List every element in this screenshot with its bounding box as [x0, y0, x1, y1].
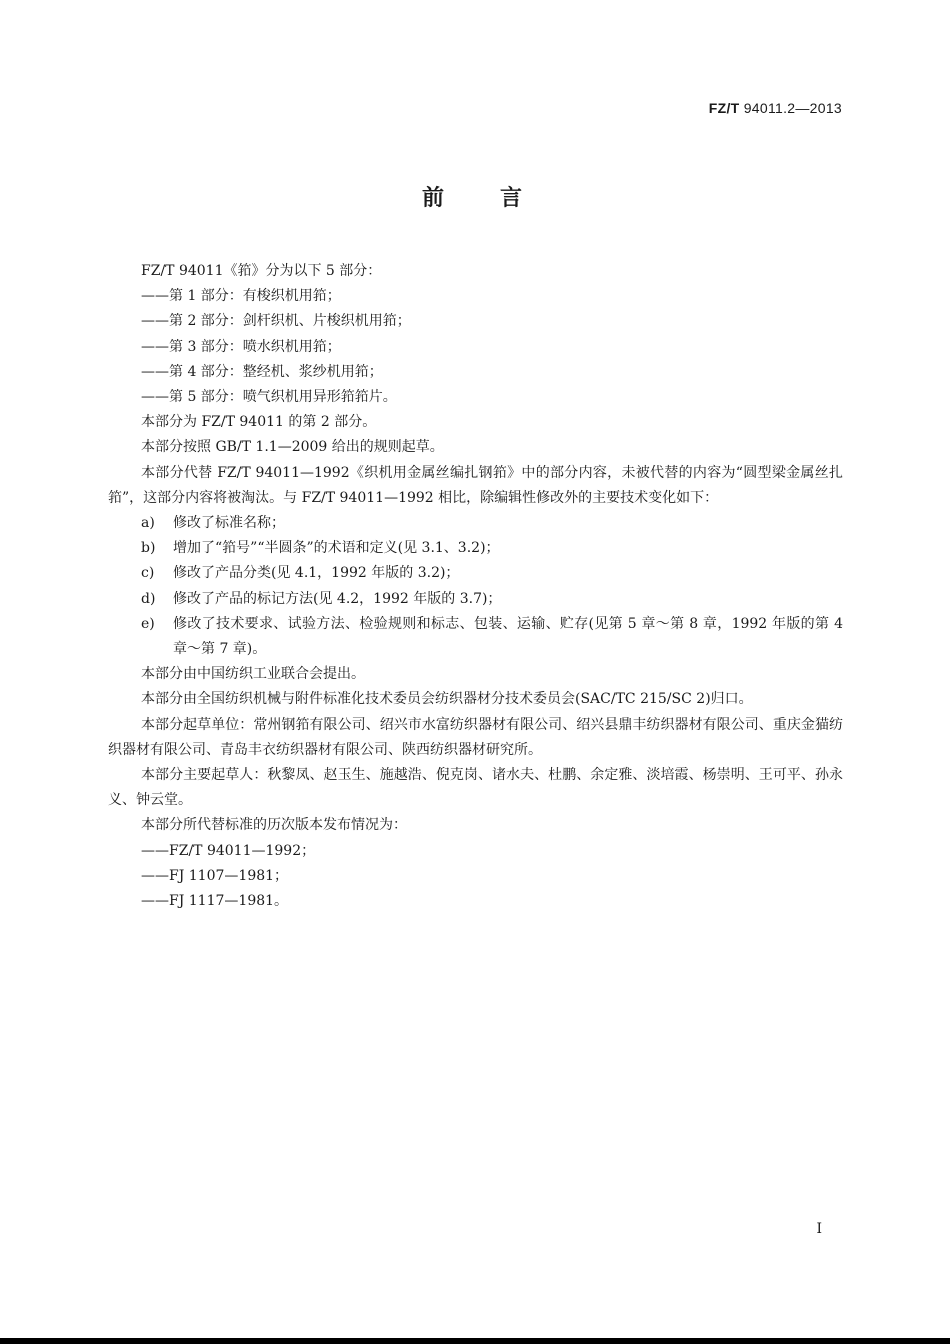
paragraph-drafting-rules: 本部分按照 GB/T 1.1—2009 给出的规则起草。	[141, 439, 444, 456]
paragraph-history-intro: 本部分所代替标准的历次版本发布情况为：	[141, 817, 407, 834]
page-number: I	[816, 1221, 822, 1237]
change-item-text: 修改了技术要求、试验方法、检验规则和标志、包装、运输、贮存(见第 5 章～第 8 章，1992 年版的第 4 章～第 7 章)。	[173, 615, 843, 658]
part-list-item: ——第 4 部分：整经机、浆纱机用筘；	[141, 363, 383, 380]
change-item-label: e)	[141, 615, 155, 632]
change-item-text: 修改了标准名称；	[173, 515, 285, 532]
standard-code: 94011.2—2013	[743, 100, 842, 116]
page-title: 前言	[421, 186, 578, 211]
part-list-item: ——第 1 部分：有梭织机用筘；	[141, 288, 341, 305]
change-item-label: d)	[141, 590, 156, 607]
change-list-item	[108, 536, 843, 561]
document-body	[108, 259, 843, 914]
paragraph-drafters: 本部分主要起草人：秋黎凤、赵玉生、施越浩、倪克岗、诸水夫、杜鹏、余定雅、淡培霞、杨崇明、王可平、孙永义、钟云堂。	[108, 767, 843, 809]
change-list-item	[108, 612, 843, 662]
part-list-item: ——第 3 部分：喷水织机用筘；	[141, 338, 341, 355]
change-item-text: 修改了产品分类(见 4.1，1992 年版的 3.2)；	[173, 565, 460, 582]
part-list-item: ——第 2 部分：剑杆织机、片梭织机用筘；	[141, 313, 411, 330]
bottom-border	[0, 1338, 950, 1344]
change-item-label: b)	[141, 540, 156, 557]
history-list-item: ——FJ 1107—1981；	[141, 867, 289, 884]
paragraph-intro: FZ/T 94011《筘》分为以下 5 部分：	[141, 263, 382, 279]
paragraph-replacement: 本部分代替 FZ/T 94011—1992《织机用金属丝编扎钢筘》中的部分内容，未被代替的内容为“圆型梁金属丝扎筘”，这部分内容将被淘汰。与 FZ/T 94011—1992 相比，除编辑性修改外的主要技术变化如下：	[108, 464, 843, 506]
part-list-item: ——第 5 部分：喷气织机用异形筘筘片。	[141, 389, 397, 406]
standard-number	[709, 100, 842, 116]
paragraph-committee: 本部分由全国纺织机械与附件标准化技术委员会纺织器材分技术委员会(SAC/TC 215/SC 2)归口。	[141, 691, 753, 708]
change-item-text: 修改了产品的标记方法(见 4.2，1992 年版的 3.7)；	[173, 590, 502, 607]
paragraph-part-statement: 本部分为 FZ/T 94011 的第 2 部分。	[141, 414, 377, 431]
change-item-label: a)	[141, 515, 155, 532]
standard-prefix: FZ/T	[708, 100, 740, 116]
change-item-label: c)	[141, 565, 155, 582]
paragraph-proposer: 本部分由中国纺织工业联合会提出。	[141, 666, 365, 683]
change-list-item	[108, 511, 843, 536]
change-list-item	[108, 587, 843, 612]
change-list-item	[108, 561, 843, 586]
paragraph-drafting-units: 本部分起草单位：常州钢筘有限公司、绍兴市水富纺织器材有限公司、绍兴县鼎丰纺织器材有限公司、重庆金猫纺织器材有限公司、青岛丰衣纺织器材有限公司、陕西纺织器材研究所。	[108, 716, 843, 758]
history-list-item: ——FJ 1117—1981。	[141, 893, 289, 910]
history-list-item: ——FZ/T 94011—1992；	[141, 842, 316, 859]
change-item-text: 增加了“筘号”“半圆条”的术语和定义(见 3.1、3.2)；	[173, 540, 500, 557]
